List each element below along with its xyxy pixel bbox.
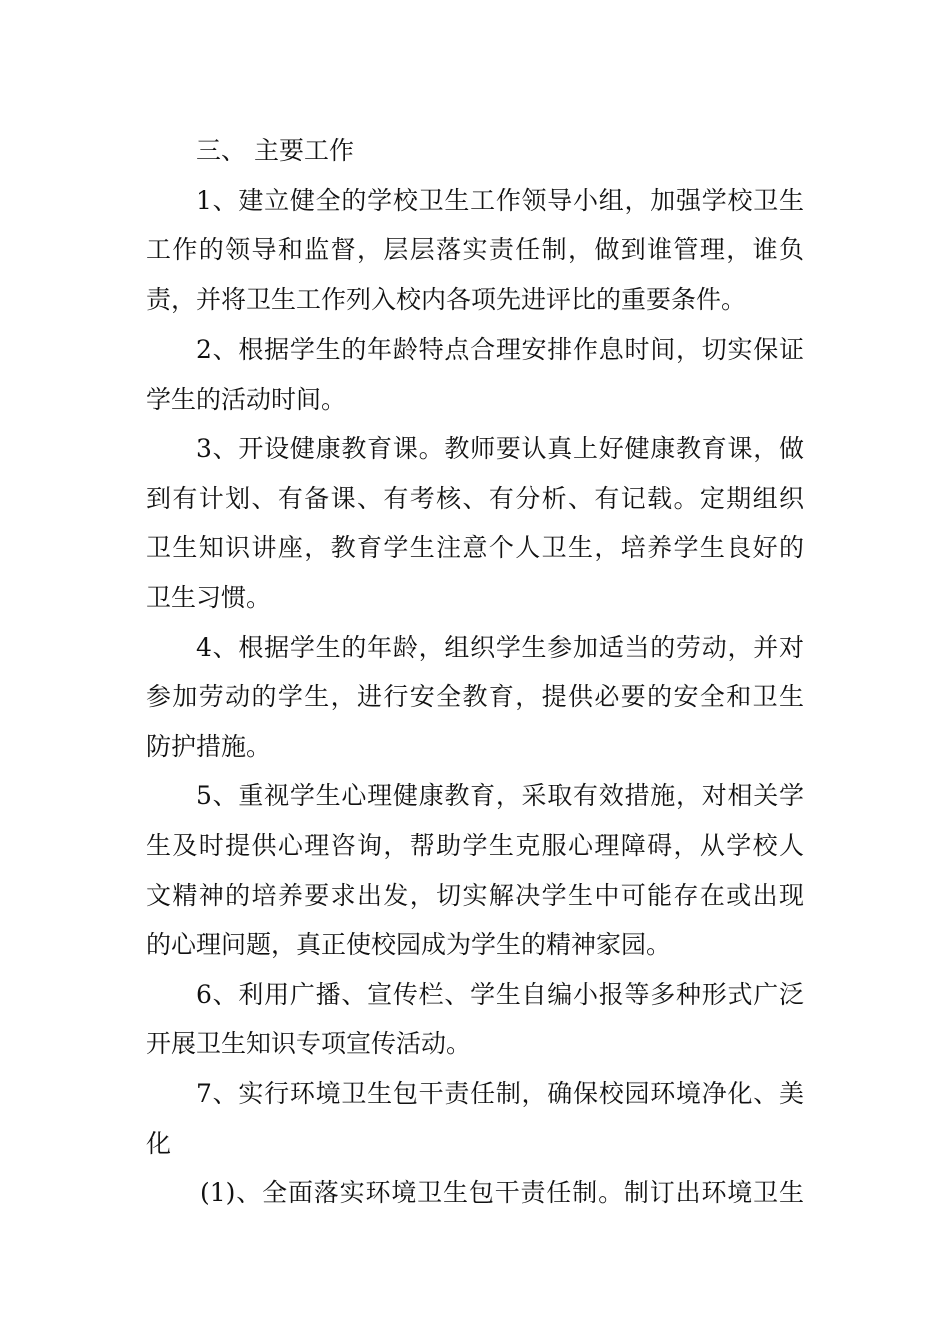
paragraph-line: 学生的活动时间。 — [146, 385, 347, 414]
section-heading: 三、 主要工作 — [196, 136, 354, 165]
paragraph-line: 责，并将卫生工作列入校内各项先进评比的重要条件。 — [146, 285, 747, 314]
paragraph-line: 卫生知识讲座，教育学生注意个人卫生，培养学生良好的 — [146, 533, 804, 562]
paragraph-line: 开展卫生知识专项宣传活动。 — [146, 1029, 472, 1058]
paragraph-line: 到有计划、有备课、有考核、有分析、有记载。定期组织 — [146, 484, 804, 513]
paragraph-line: 5、重视学生心理健康教育，采取有效措施，对相关学 — [196, 781, 804, 810]
paragraph-line: 1、建立健全的学校卫生工作领导小组，加强学校卫生 — [196, 186, 804, 215]
paragraph-line: 2、根据学生的年龄特点合理安排作息时间，切实保证 — [196, 335, 804, 364]
paragraph-line: 工作的领导和监督，层层落实责任制，做到谁管理，谁负 — [146, 235, 804, 264]
paragraph-line: 6、利用广播、宣传栏、学生自编小报等多种形式广泛 — [196, 980, 804, 1009]
paragraph-line: 4、根据学生的年龄，组织学生参加适当的劳动，并对 — [196, 633, 804, 662]
paragraph-line: 参加劳动的学生，进行安全教育，提供必要的安全和卫生 — [146, 682, 804, 711]
paragraph-line: 3、开设健康教育课。教师要认真上好健康教育课，做 — [196, 434, 804, 463]
paragraph-line: 生及时提供心理咨询，帮助学生克服心理障碍，从学校人 — [146, 831, 804, 860]
paragraph-line: 的心理问题，真正使校园成为学生的精神家园。 — [146, 930, 672, 959]
paragraph-line: 防护措施。 — [146, 732, 272, 761]
paragraph-line: 文精神的培养要求出发，切实解决学生中可能存在或出现 — [146, 881, 804, 910]
paragraph-line: (1)、全面落实环境卫生包干责任制。制订出环境卫生 — [200, 1178, 804, 1207]
paragraph-line: 卫生习惯。 — [146, 583, 272, 612]
paragraph-line: 化 — [146, 1129, 172, 1158]
paragraph-line: 7、实行环境卫生包干责任制，确保校园环境净化、美 — [196, 1079, 804, 1108]
